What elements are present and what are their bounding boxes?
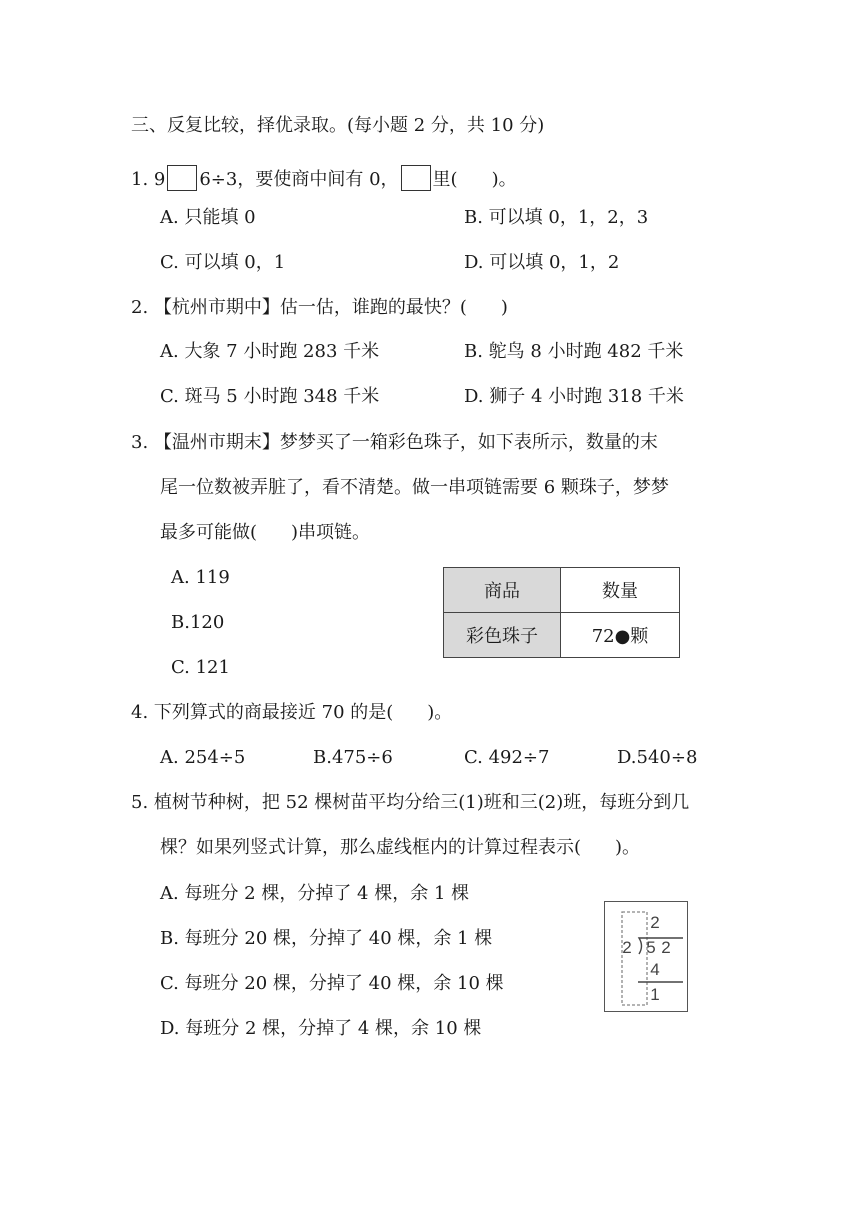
- table-cell-item: 彩色珠子: [444, 613, 561, 658]
- dividend-tens-digit: 5: [646, 938, 656, 957]
- q3-option-b[interactable]: B.120: [171, 612, 225, 633]
- long-division-figure: [604, 901, 688, 1012]
- product-digit: 4: [650, 960, 660, 979]
- q1-option-a[interactable]: A. 只能填 0: [160, 207, 256, 228]
- q5-option-c[interactable]: C. 每班分 20 棵，分掉了 40 棵，余 10 棵: [160, 973, 504, 994]
- long-division-svg: [605, 902, 689, 1013]
- q3-option-a[interactable]: A. 119: [171, 567, 230, 588]
- q5-option-b[interactable]: B. 每班分 20 棵，分掉了 40 棵，余 1 棵: [160, 928, 493, 949]
- digit-blank-box-reference: [401, 165, 431, 191]
- beads-table: [443, 567, 680, 658]
- q2-option-c[interactable]: C. 斑马 5 小时跑 348 千米: [160, 386, 380, 407]
- q2-option-d[interactable]: D. 狮子 4 小时跑 318 千米: [464, 386, 684, 407]
- table-row: [444, 613, 680, 658]
- section-title: 三、反复比较，择优录取。(每小题 2 分，共 10 分): [131, 115, 545, 136]
- q1-suffix: 里(: [432, 169, 458, 190]
- question-2-stem: [131, 299, 508, 317]
- q1-mid: 6÷3，要使商中间有 0，: [199, 169, 399, 190]
- digit-blank-box[interactable]: [167, 165, 197, 191]
- q3-option-c[interactable]: C. 121: [171, 657, 230, 678]
- q4-option-a[interactable]: A. 254÷5: [160, 747, 246, 768]
- q3-line3-start: 最多可能做(: [160, 522, 258, 543]
- q2-stem-start: 2. 【杭州市期中】估一估，谁跑的最快？(: [131, 297, 467, 318]
- remainder-digit: 1: [650, 985, 660, 1004]
- q1-end: )。: [491, 169, 517, 190]
- question-3-line-3: [160, 524, 370, 542]
- dividend-ones-digit: 2: [661, 938, 671, 957]
- q2-stem-end: ): [500, 297, 508, 318]
- q4-stem-start: 4. 下列算式的商最接近 70 的是(: [131, 702, 394, 723]
- table-header-quantity: 数量: [561, 568, 680, 613]
- q2-option-a[interactable]: A. 大象 7 小时跑 283 千米: [160, 341, 380, 362]
- q2-option-b[interactable]: B. 鸵鸟 8 小时跑 482 千米: [464, 341, 684, 362]
- question-5-line-1: 5. 植树节种树，把 52 棵树苗平均分给三(1)班和三(2)班，每班分到几: [131, 792, 690, 813]
- question-4-stem: [131, 704, 452, 722]
- q5-option-d[interactable]: D. 每班分 2 棵，分掉了 4 棵，余 10 棵: [160, 1018, 482, 1039]
- dashed-highlight-box: [622, 912, 647, 1005]
- divisor-digit: 2: [622, 938, 632, 957]
- q5-line2-end: )。: [615, 837, 641, 858]
- q4-stem-end: )。: [427, 702, 453, 723]
- question-1-stem: [131, 165, 517, 191]
- q4-option-c[interactable]: C. 492÷7: [464, 747, 550, 768]
- table-header-item: 商品: [444, 568, 561, 613]
- q5-line2-start: 棵？如果列竖式计算，那么虚线框内的计算过程表示(: [160, 837, 582, 858]
- q4-option-d[interactable]: D.540÷8: [617, 747, 698, 768]
- q3-line3-end: )串项链。: [291, 522, 371, 543]
- q4-option-b[interactable]: B.475÷6: [313, 747, 393, 768]
- table-cell-quantity: 72●颗: [561, 613, 680, 658]
- quotient-digit: 2: [650, 913, 660, 932]
- q1-option-b[interactable]: B. 可以填 0，1，2，3: [464, 207, 649, 228]
- question-3-line-1: 3. 【温州市期末】梦梦买了一箱彩色珠子，如下表所示，数量的末: [131, 432, 658, 453]
- q1-option-c[interactable]: C. 可以填 0，1: [160, 252, 286, 273]
- table-header-row: [444, 568, 680, 613]
- q1-option-d[interactable]: D. 可以填 0，1，2: [464, 252, 620, 273]
- q5-option-a[interactable]: A. 每班分 2 棵，分掉了 4 棵，余 1 棵: [160, 883, 470, 904]
- q1-prefix: 1. 9: [131, 169, 166, 190]
- question-5-line-2: [160, 839, 640, 857]
- question-3-line-2: 尾一位数被弄脏了，看不清楚。做一串项链需要 6 颗珠子，梦梦: [160, 477, 669, 498]
